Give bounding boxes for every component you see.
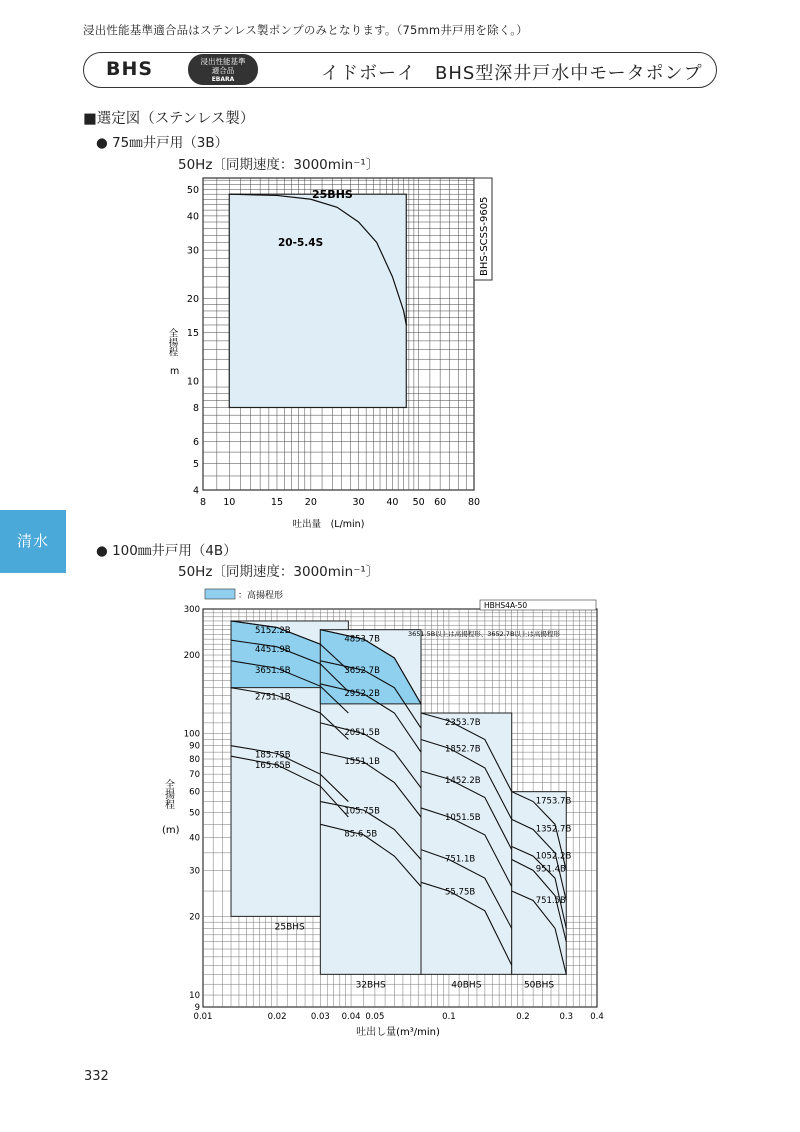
badge-brand: EBARA — [211, 76, 235, 83]
chart1-y-unit: m — [170, 366, 180, 377]
chart2-model-label: 3652.7B — [344, 665, 380, 676]
chart2-x-tick: 0.02 — [267, 1012, 287, 1022]
chart2-model-label: 1051.5B — [445, 812, 481, 823]
chart2-x-tick: 0.1 — [442, 1012, 456, 1022]
chart1-y-tick: 10 — [186, 376, 199, 388]
chart2-model-label: 1052.2B — [535, 851, 572, 862]
chart2-group-label: 40BHS — [451, 980, 482, 991]
chart2-legend-label: ：高揚程形 — [238, 591, 284, 601]
chart2-y-tick: 200 — [183, 651, 200, 662]
chart2-svg — [150, 583, 620, 1043]
chart2-model-label: 2751.1B — [255, 692, 291, 703]
chart1-x-tick: 15 — [270, 497, 284, 508]
chart2-x-tick: 0.03 — [310, 1012, 330, 1022]
chart1-y-tick: 15 — [186, 328, 199, 340]
chart1-x-tick: 8 — [199, 497, 207, 508]
chart2-region — [512, 792, 567, 975]
chart1-y-label: 全揚程 — [166, 328, 178, 357]
chart2-x-tick: 0.05 — [365, 1012, 385, 1022]
chart1-model-label: 20-5.4S — [278, 237, 324, 249]
chart1-y-tick: 30 — [186, 245, 199, 257]
certification-badge — [188, 54, 258, 85]
chart2-subtitle: ● 100㎜井戸用（4B） — [96, 543, 237, 559]
chart1-x-tick: 40 — [386, 497, 399, 508]
chart2-model-label: 55.75B — [445, 887, 476, 898]
chart2-model-label: 1452.2B — [445, 775, 481, 786]
chart2-model-label: 2353.7B — [445, 718, 481, 729]
chart2-model-label: 4451.9B — [255, 645, 291, 656]
product-code: BHS — [106, 58, 154, 80]
chart2-ref-label: HBHS4A-50 — [484, 601, 528, 610]
chart2-model-label: 105.75B — [344, 806, 380, 817]
chart1-x-tick: 60 — [434, 497, 447, 508]
chart2-model-label: 751.1B — [445, 854, 476, 865]
badge-line-1: 浸出性能基準 — [200, 57, 246, 66]
badge-line-2: 適合品 — [211, 66, 235, 75]
chart2-y-tick: 100 — [183, 729, 200, 740]
section-title: ■選定図（ステンレス製） — [83, 111, 255, 127]
chart2-model-label: 185.75B — [255, 750, 291, 761]
chart2-group-label: 50BHS — [523, 980, 555, 991]
chart2-y-tick: 30 — [189, 866, 200, 877]
chart1-y-tick: 20 — [186, 293, 199, 305]
chart1-x-tick: 50 — [412, 497, 425, 508]
chart2-y-tick: 10 — [189, 991, 200, 1002]
chart2-x-tick: 0.2 — [516, 1012, 530, 1022]
chart1-y-tick: 6 — [192, 437, 199, 449]
chart2-note: 3651.5B以上は高揚程形、3652.7B以上は高揚程形 — [408, 630, 560, 638]
chart2-model-label: 1352.7B — [535, 824, 572, 835]
chart2-y-tick: 300 — [183, 605, 200, 615]
chart2-x-label: 吐出し量(m³/min) — [356, 1027, 440, 1038]
chart1-y-tick: 4 — [192, 485, 199, 497]
chart2-model-label: 4853.7B — [344, 634, 380, 645]
chart1-speed: 50Hz〔同期速度：3000min⁻¹〕 — [178, 157, 380, 173]
chart1-series-label: 25BHS — [312, 188, 353, 201]
page-number: 332 — [84, 1069, 109, 1084]
chart2-y-tick: 20 — [189, 912, 200, 923]
product-title: イドボーイ BHS型深井戸水中モータポンプ — [321, 63, 703, 84]
chart1-subtitle: ● 75㎜井戸用（3B） — [96, 135, 229, 151]
chart2-model-label: 1753.7B — [535, 796, 572, 807]
chart2-x-tick: 0.4 — [590, 1012, 604, 1022]
chart2-x-tick: 0.04 — [341, 1012, 361, 1022]
chart1-x-tick: 10 — [223, 497, 236, 508]
chart1-svg — [150, 168, 500, 538]
product-banner — [83, 52, 717, 88]
chart1-region-25bhs — [229, 194, 406, 407]
chart2-y-tick: 40 — [189, 833, 200, 844]
side-tab-clear-water: 清水 — [0, 510, 66, 573]
chart1-x-tick: 80 — [467, 497, 481, 508]
chart2-model-label: 951.4B — [535, 864, 566, 875]
chart2-y-tick: 80 — [189, 755, 200, 766]
chart2-legend-swatch — [205, 589, 235, 599]
chart1-x-tick: 20 — [304, 497, 317, 508]
chart2-model-label: 85.6.5B — [344, 829, 378, 840]
chart1-x-tick: 30 — [352, 497, 365, 508]
chart2-group-label: 25BHS — [274, 922, 305, 933]
chart2-y-tick: 9 — [194, 1003, 200, 1013]
chart2-group-label: 32BHS — [355, 980, 386, 991]
chart2-x-tick: 0.3 — [559, 1012, 574, 1022]
chart2-y-tick: 90 — [189, 741, 200, 752]
chart2-model-label: 3651.5B — [255, 665, 291, 676]
chart2-model-label: 165.65B — [255, 761, 291, 772]
chart2-model-label: 2051.5B — [344, 727, 380, 738]
chart2-model-label: 1551.1B — [344, 757, 380, 768]
chart1-y-tick: 5 — [192, 458, 199, 470]
chart1-y-tick: 8 — [192, 402, 199, 414]
chart1-x-label: 吐出量 (L/min) — [292, 519, 365, 530]
well-notice: 浸出性能基準適合品はステンレス製ポンプのみとなります。（75mm井戸用を除く。） — [83, 23, 528, 37]
chart2-model-label: 1852.7B — [445, 744, 481, 755]
chart1-y-tick: 50 — [186, 184, 199, 196]
chart2-speed: 50Hz〔同期速度：3000min⁻¹〕 — [178, 564, 380, 580]
chart2-model-label: 751.5B — [535, 896, 566, 907]
chart2-x-tick: 0.01 — [193, 1012, 213, 1022]
chart2-y-tick: 50 — [189, 808, 200, 819]
chart1-ref-label: BHS-SCSS-9605 — [479, 196, 490, 276]
chart2-model-label: 5152.2B — [255, 625, 291, 636]
chart2-model-label: 2952.2B — [344, 688, 380, 699]
chart1-region — [229, 194, 406, 407]
chart2-y-label: 全揚程 — [162, 779, 174, 809]
chart2-y-tick: 60 — [189, 787, 200, 798]
chart2-y-tick: 70 — [189, 770, 200, 781]
chart1-y-tick: 40 — [186, 211, 199, 223]
chart2-y-unit: (m) — [162, 825, 180, 836]
